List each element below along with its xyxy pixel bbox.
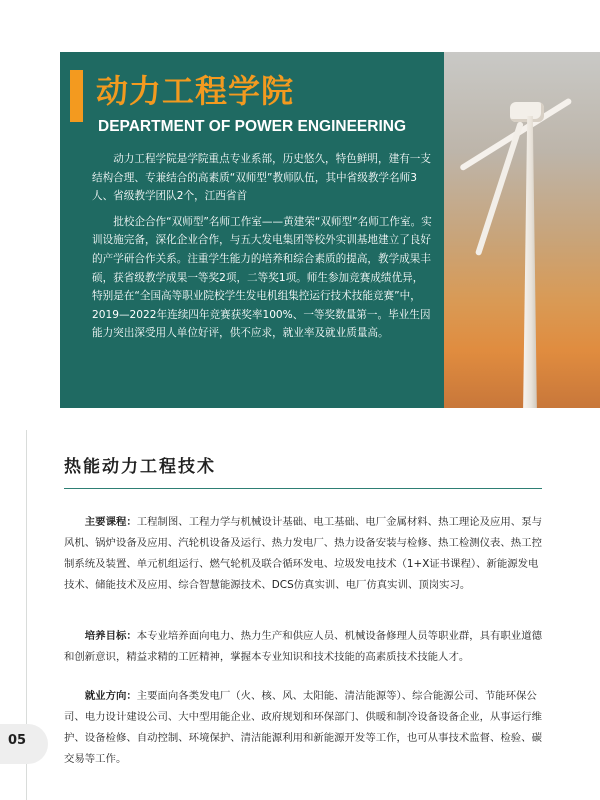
intro-text — [92, 150, 432, 350]
goal-label: 培养目标： — [84, 630, 137, 642]
courses-label: 主要课程： — [84, 516, 137, 528]
page-title: 动力工程学院 — [96, 72, 295, 110]
intro-paragraph-1: 动力工程学院是学院重点专业系部，历史悠久，特色鲜明，建有一支结构合理、专兼结合的高素质“双师型”教师队伍，其中省级教学名师3人、省级教学团队2个，江西省首 — [92, 153, 431, 203]
jobs-block — [64, 686, 542, 770]
jobs-label: 就业方向： — [84, 690, 137, 702]
title-accent-bar — [70, 70, 83, 122]
wind-turbine-photo — [440, 52, 600, 408]
section-divider — [64, 488, 542, 489]
turbine-tower — [523, 116, 537, 408]
section-title: 热能动力工程技术 — [64, 457, 216, 477]
courses-block — [64, 512, 542, 596]
turbine-nacelle — [510, 102, 544, 122]
goal-text: 本专业培养面向电力、热力生产和供应人员、机械设备修理人员等职业群，具有职业道德和创新意识，精益求精的工匠精神，掌握本专业知识和技术技能的高素质技术技能人才。 — [64, 630, 542, 663]
courses-text: 工程制图、工程力学与机械设计基础、电工基础、电厂金属材料、热工理论及应用、泵与风机、锅炉设备及应用、汽轮机设备及运行、热力发电厂、热力设备安装与检修、热工检测仪表、热工控制系统及装置、单元机组运行、燃气轮机及联合循环发电、垃圾发电技术（1+X证书课程）、新能源发电技术、储能技术及应用、综合智慧能源技术、DCS仿真实训、电厂仿真实训、顶岗实习。 — [64, 516, 542, 591]
intro-paragraph-2: 批校企合作“双师型”名师工作室——黄建荣“双师型”名师工作室。实训设施完备，深化企业合作，与五大发电集团等校外实训基地建立了良好的产学研合作关系。注重学生能力的培养和综合素质的提高，教学成果丰硕，获省级教学成果一等奖2项，二等奖1项。师生参加竞赛成绩优异，特别是在“全国高等职业院校学生发电机组集控运行技术技能竞赛”中，2019—2022年连续四年竞赛获奖率100%、一等奖数量第一。毕业生因能力突出深受用人单位好评，供不应求，就业率及就业质量高。 — [92, 215, 432, 340]
goal-block — [64, 626, 542, 668]
page-subtitle: DEPARTMENT OF POWER ENGINEERING — [98, 118, 407, 135]
jobs-text: 主要面向各类发电厂（火、核、风、太阳能、清洁能源等）、综合能源公司、节能环保公司、电力设计建设公司、大中型用能企业、政府规划和环保部门、供暖和制冷设备设备企业，从事运行维护、设备检修、自动控制、环境保护、清洁能源利用和新能源开发等工作，也可从事技术监督、检验、碳交易等工作。 — [64, 690, 542, 765]
page-number: 05 — [8, 733, 27, 748]
